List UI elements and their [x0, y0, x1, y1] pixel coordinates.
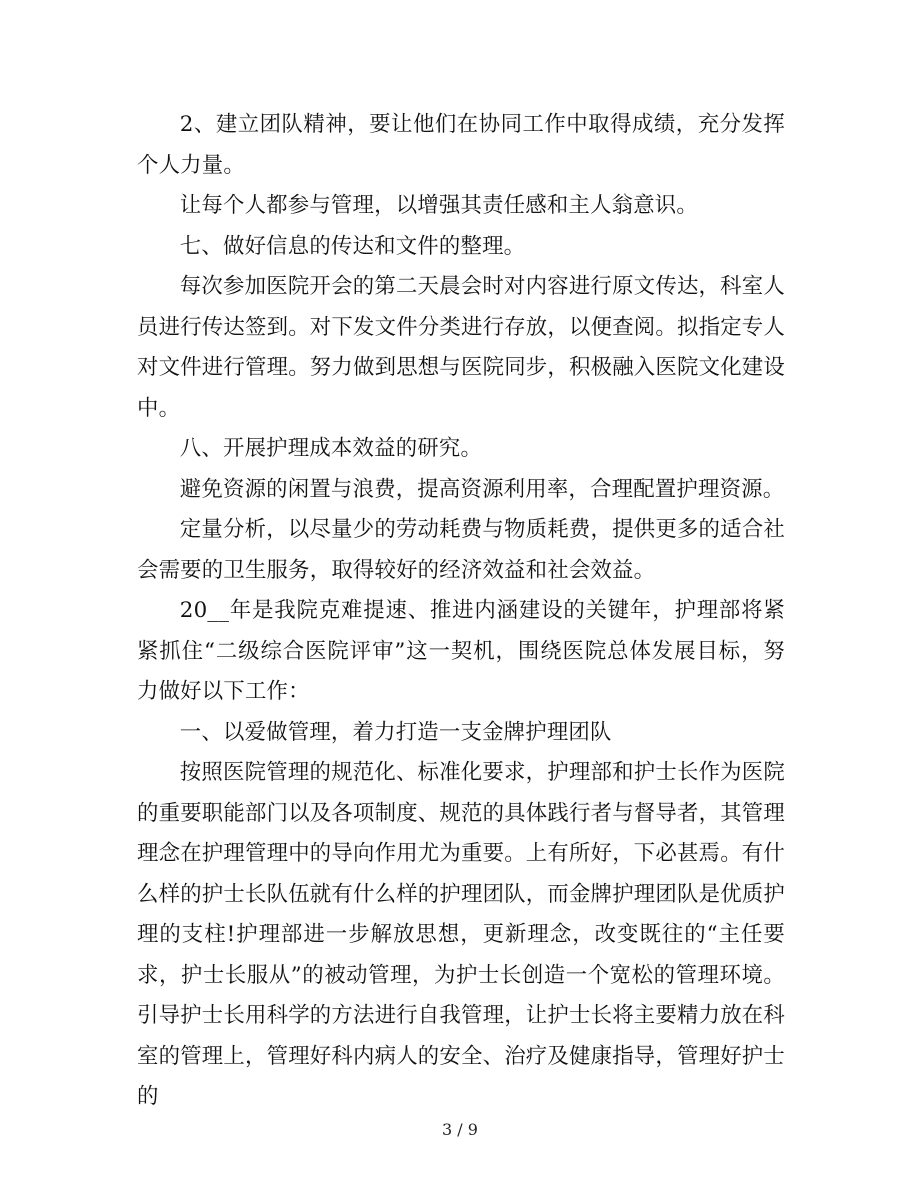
paragraph-annual-goal: 20__年是我院克难提速、推进内涵建设的关键年，护理部将紧紧抓住“二级综合医院评审”这一契机，围绕医院总体发展目标，努力做好以下工作：	[137, 598, 785, 704]
paragraph-resource-waste: 避免资源的闲置与浪费，提高资源利用率，合理配置护理资源。	[179, 476, 785, 502]
paragraph-management-norms: 按照医院管理的规范化、标准化要求，护理部和护士长作为医院的重要职能部门以及各项制度、规范的具体践行者与督导者，其管理理念在护理管理中的导向作用尤为重要。上有所好，下必甚焉。有什么样的护士长队伍就有什么样的护理团队，而金牌护理团队是优质护理的支柱!护理部进一步解放思想，更新理念，改变既往的“主任要求，护士长服从”的被动管理，为护士长创造一个宽松的管理环境。引导护士长用科学的方法进行自我管理，让护士长将主要精力放在科室的管理上，管理好科内病人的安全、治疗及健康指导，管理好护士的	[137, 760, 785, 1109]
heading-section-one: 一、以爱做管理，着力打造一支金牌护理团队	[179, 719, 612, 745]
paragraph-quantitative-analysis: 定量分析，以尽量少的劳动耗费与物质耗费，提供更多的适合社会需要的卫生服务，取得较好的经济效益和社会效益。	[137, 517, 785, 583]
paragraph-participation: 让每个人都参与管理，以增强其责任感和主人翁意识。	[179, 193, 698, 218]
heading-section-seven: 七、做好信息的传达和文件的整理。	[179, 233, 526, 259]
page-number: 3 / 9	[442, 1120, 478, 1139]
paragraph-meeting-documents: 每次参加医院开会的第二天晨会时对内容进行原文传达，科室人员进行传达签到。对下发文件分类进行存放，以便查阅。拟指定专人对文件进行管理。努力做到思想与医院同步，积极融入医院文化建设中。	[137, 274, 785, 421]
document-body	[137, 105, 785, 1118]
paragraph-team-spirit: 2、建立团队精神，要让他们在协同工作中取得成绩，充分发挥个人力量。	[137, 112, 785, 178]
heading-section-eight: 八、开展护理成本效益的研究。	[179, 436, 483, 461]
